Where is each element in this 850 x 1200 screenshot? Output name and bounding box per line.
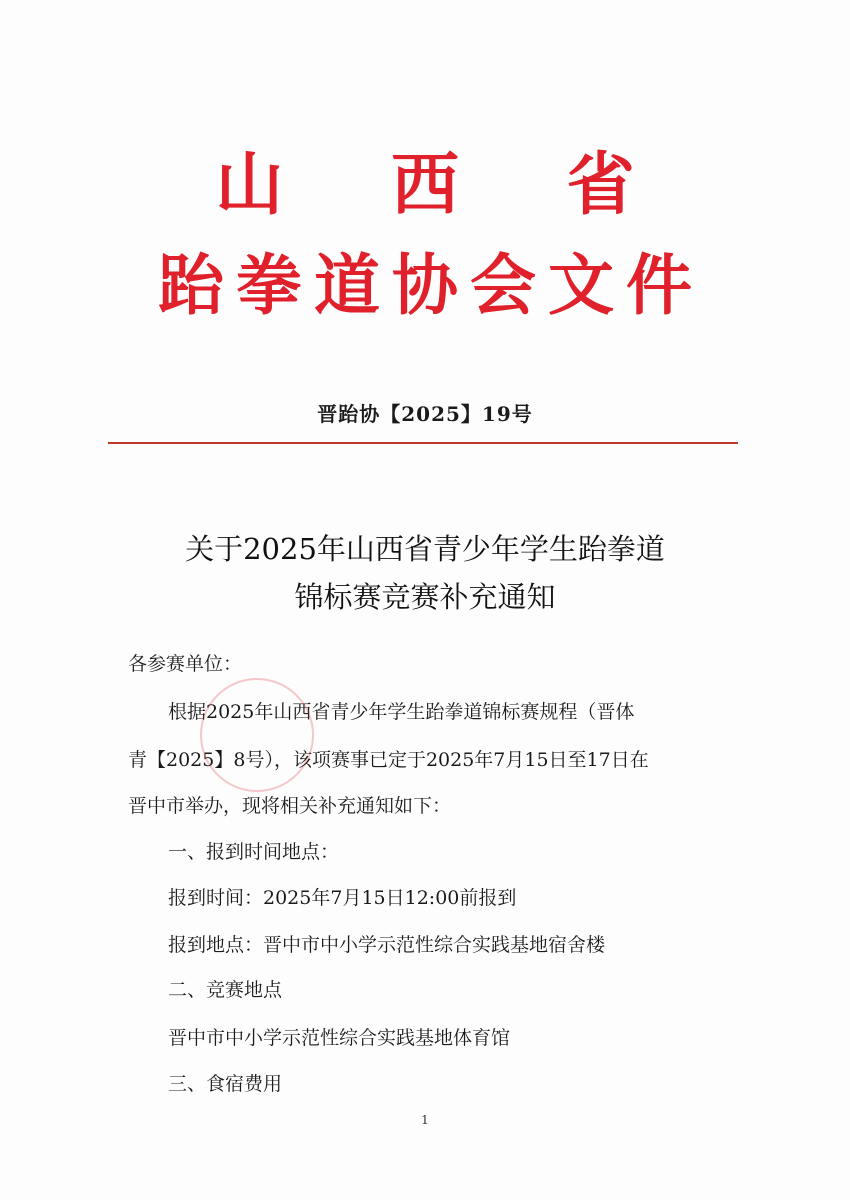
salutation: 各参赛单位：: [128, 653, 243, 675]
section-1-heading: 一、报到时间地点：: [168, 841, 340, 863]
page-number: 1: [421, 1113, 429, 1127]
title-line-2: 锦标赛竞赛补充通知: [294, 580, 556, 614]
paragraph-1-line-1: 根据2025年山西省青少年学生跆拳道锦标赛规程（晋体: [168, 701, 635, 723]
paragraph-1-line-3: 晋中市举办，现将相关补充通知如下：: [128, 795, 452, 817]
section-2-place: 晋中市中小学示范性综合实践基地体育馆: [168, 1027, 511, 1049]
section-1-place: 报到地点：晋中市中小学示范性综合实践基地宿舍楼: [168, 934, 606, 956]
header-province: 山 西 省: [215, 145, 677, 225]
document-number: 晋跆协【2025】19号: [317, 402, 533, 426]
section-1-time: 报到时间：2025年7月15日12:00前报到: [168, 887, 517, 909]
header-divider: [108, 442, 738, 444]
official-seal-stamp: [200, 678, 314, 792]
section-3-heading: 三、食宿费用: [168, 1073, 283, 1095]
document-title: [0, 525, 850, 621]
title-line-1: 关于2025年山西省青少年学生跆拳道: [185, 532, 665, 566]
section-2-heading: 二、竞赛地点: [168, 979, 283, 1001]
paragraph-1-line-2: 青【2025】8号），该项赛事已定于2025年7月15日至17日在: [128, 749, 649, 771]
header-association: 跆拳道协会文件: [158, 246, 704, 324]
